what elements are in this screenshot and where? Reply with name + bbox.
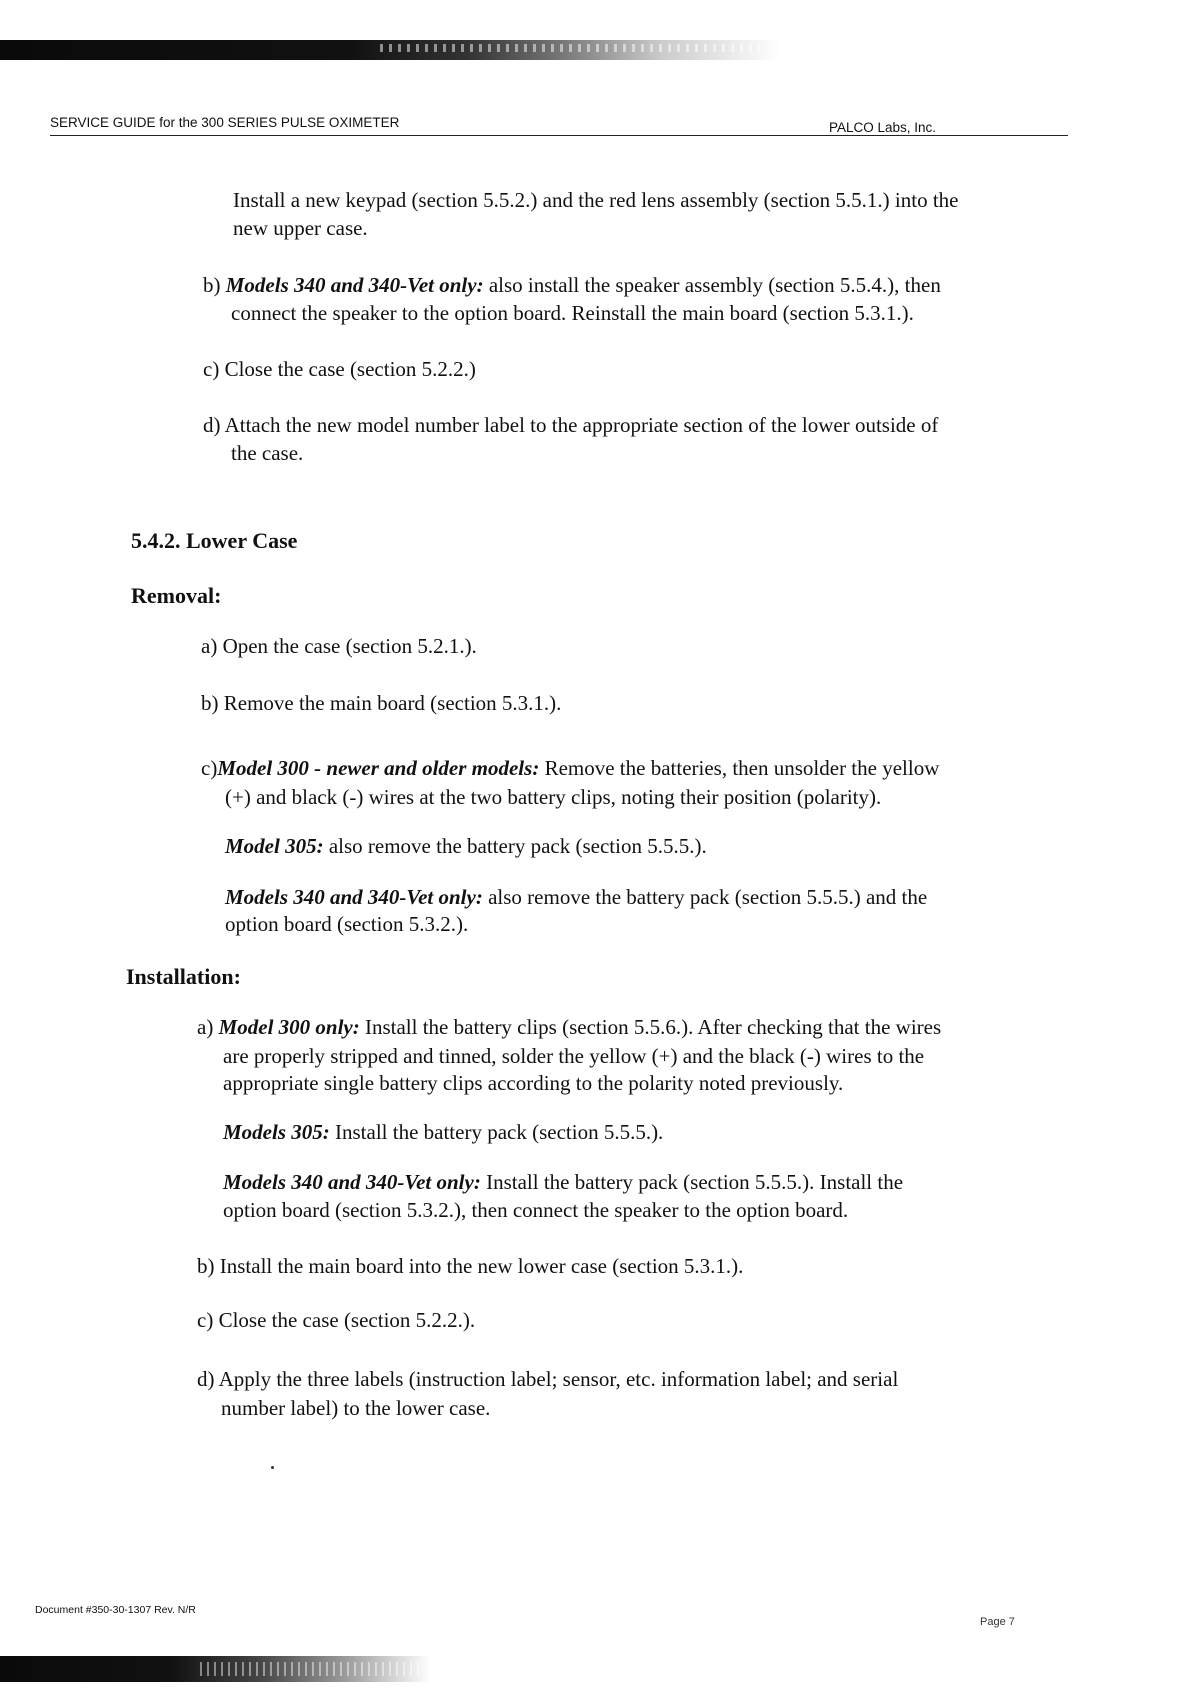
step-text: Remove the batteries, then unsolder the yellow	[539, 756, 940, 780]
step-text: Install the battery clips (section 5.5.6.). After checking that the wires	[359, 1015, 942, 1039]
step-text: also remove the battery pack (section 5.5.5.) and the	[482, 885, 928, 909]
removal-model-340-line-1	[225, 887, 927, 908]
model-note: Models 340 and 340-Vet only:	[223, 1170, 481, 1194]
upper-install-line-1: Install a new keypad (section 5.5.2.) and the red lens assembly (section 5.5.1.) into the	[233, 188, 959, 212]
header-title: SERVICE GUIDE for the 300 SERIES PULSE OXIMETER	[50, 115, 400, 130]
removal-step-c-line-1	[201, 758, 939, 779]
scan-edge-top	[0, 40, 780, 60]
step-marker: b)	[203, 273, 221, 297]
install-step-c: c) Close the case (section 5.2.2.).	[197, 1308, 476, 1332]
upper-step-b-line-1	[203, 275, 941, 296]
document-number: Document #350-30-1307 Rev. N/R	[35, 1604, 196, 1616]
upper-step-c: c) Close the case (section 5.2.2.)	[203, 357, 476, 381]
scan-speck	[271, 1466, 274, 1469]
installation-heading: Installation:	[126, 964, 241, 989]
model-note: Model 305:	[225, 834, 324, 858]
install-step-d-line-2: number label) to the lower case.	[221, 1396, 491, 1420]
model-note: Model 300 only:	[218, 1015, 360, 1039]
header-company: PALCO Labs, Inc.	[829, 120, 937, 135]
page-number: Page 7	[980, 1616, 1015, 1628]
removal-step-b: b) Remove the main board (section 5.3.1.).	[201, 691, 562, 715]
step-text: Install the battery pack (section 5.5.5.). Install the	[480, 1170, 904, 1194]
step-marker: c)	[201, 756, 218, 780]
upper-step-b-line-2: connect the speaker to the option board. Reinstall the main board (section 5.3.1.).	[231, 301, 914, 325]
install-model-340-line-1	[223, 1172, 903, 1193]
install-step-a-line-2: are properly stripped and tinned, solder the yellow (+) and the black (-) wires to the	[223, 1044, 925, 1068]
upper-install-line-2: new upper case.	[233, 216, 368, 240]
upper-step-d-line-2: the case.	[231, 441, 304, 465]
model-note: Models 340 and 340-Vet only:	[225, 273, 484, 297]
section-title: 5.4.2. Lower Case	[131, 528, 298, 553]
removal-heading: Removal:	[131, 583, 222, 608]
scan-edge-bottom	[0, 1656, 430, 1682]
upper-step-d-line-1: d) Attach the new model number label to the appropriate section of the lower outside of	[203, 413, 939, 437]
install-model-305	[223, 1122, 663, 1143]
install-model-340-line-2: option board (section 5.3.2.), then connect the speaker to the option board.	[223, 1198, 849, 1222]
install-step-b: b) Install the main board into the new lower case (section 5.3.1.).	[197, 1254, 744, 1278]
removal-model-340-line-2: option board (section 5.3.2.).	[225, 912, 469, 936]
running-header	[50, 113, 1068, 136]
removal-model-305	[225, 836, 707, 857]
step-text: also remove the battery pack (section 5.5.5.).	[323, 834, 707, 858]
install-step-a-line-1	[197, 1017, 941, 1038]
install-step-d-line-1: d) Apply the three labels (instruction label; sensor, etc. information label; and serial	[197, 1367, 899, 1391]
step-marker: a)	[197, 1015, 214, 1039]
model-note: Models 305:	[223, 1120, 330, 1144]
model-note: Models 340 and 340-Vet only:	[225, 885, 483, 909]
removal-step-c-line-2: (+) and black (-) wires at the two battery clips, noting their position (polarity).	[225, 785, 882, 809]
step-text: also install the speaker assembly (section 5.5.4.), then	[483, 273, 941, 297]
model-note: Model 300 - newer and older models:	[217, 756, 540, 780]
removal-step-a: a) Open the case (section 5.2.1.).	[201, 634, 477, 658]
step-text: Install the battery pack (section 5.5.5.).	[329, 1120, 664, 1144]
install-step-a-line-3: appropriate single battery clips according to the polarity noted previously.	[223, 1071, 844, 1095]
